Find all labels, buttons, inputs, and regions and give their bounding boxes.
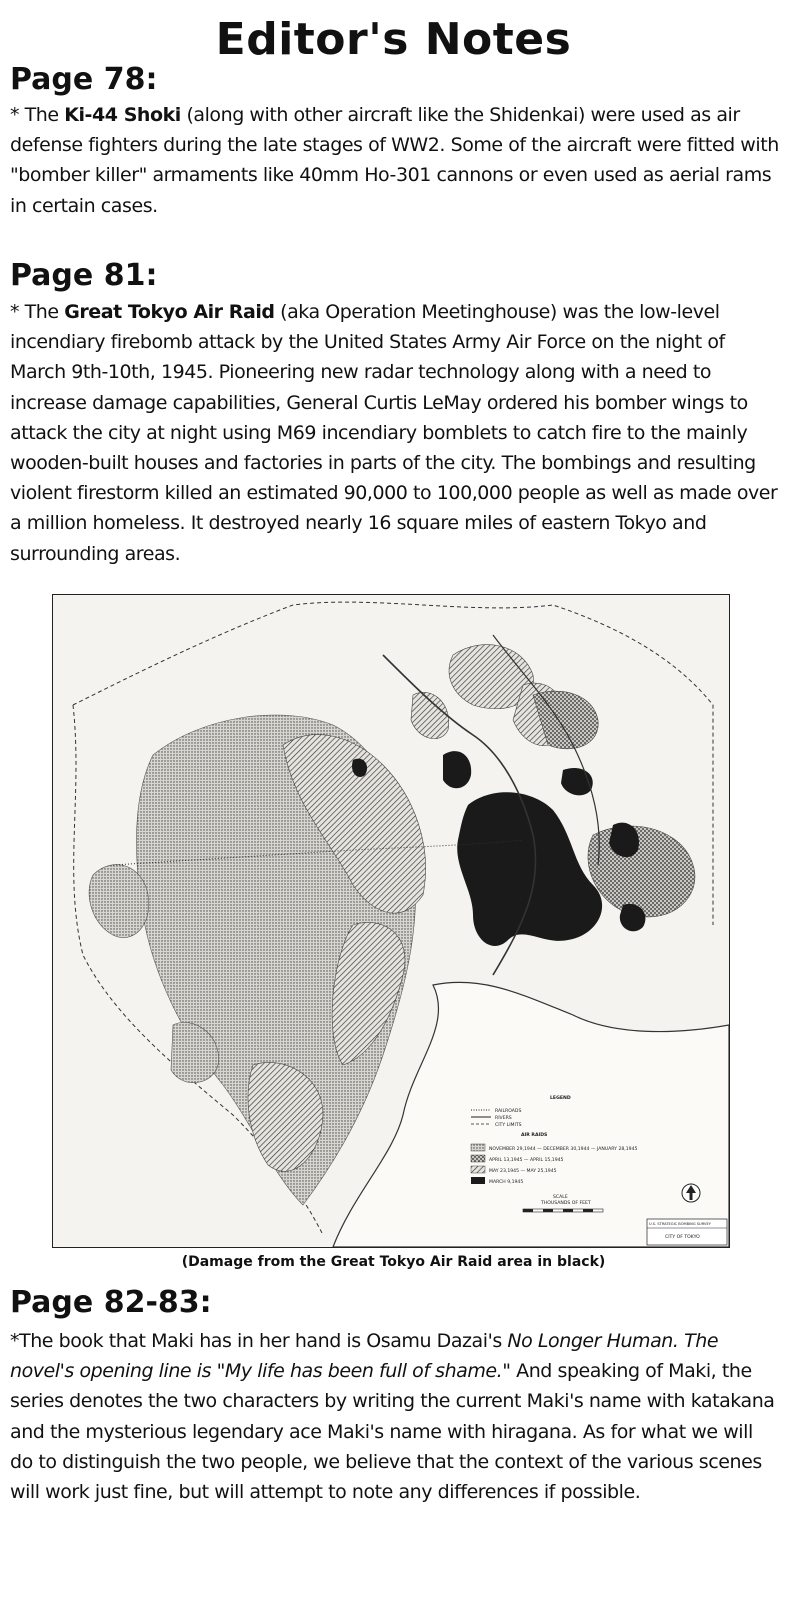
svg-text:MAY 23,1945 — MAY 25,1945: MAY 23,1945 — MAY 25,1945 (489, 1169, 557, 1174)
section-body-page-82-83: *The book that Maki has in her hand is Osamu Dazai's No Longer Human. The novel's opening line is "My life has been full of shame." And speaking of Maki, the series denotes the two characters by writing the current Maki's name with katakana and the mysterious legendary ace Maki's name with hiragana. As for what we will do to distinguish the two people, we believe that the context of the various scenes will work just fine, but will attempt to note any differences if possible. (10, 1330, 775, 1504)
svg-text:RAILROADS: RAILROADS (495, 1109, 522, 1114)
section-body-page-81: * The Great Tokyo Air Raid (aka Operation Meetinghouse) was the low-level incendiary firebomb attack by the United States Army Air Force on the night of March 9th-10th, 1945. Pioneering new radar technology along with a need to increase damage capabilities, General Curtis LeMay ordered his bomber wings to attack the city at night using M69 incendiary bomblets to catch fire to the mainly wooden-built houses and factories in parts of the city. The bombings and resulting violent firestorm killed an estimated 90,000 to 100,000 people as well as made over a million homeless. It destroyed nearly 16 square miles of eastern Tokyo and surrounding areas. (10, 301, 778, 565)
section-body-page-78: * The Ki-44 Shoki (along with other aircraft like the Shidenkai) were used as air defense fighters during the late stages of WW2. Some of the aircraft were fitted with "bomber killer" armaments like 40mm Ho-301 cannons or even used as aerial rams in certain cases. (10, 104, 779, 217)
section-heading-page-78: Page 78: (10, 62, 158, 97)
svg-text:RIVERS: RIVERS (495, 1116, 512, 1121)
north-arrow-icon (682, 1184, 700, 1202)
svg-text:SCALE: SCALE (553, 1195, 568, 1200)
svg-text:U.S. STRATEGIC BOMBING SURVEY: U.S. STRATEGIC BOMBING SURVEY (649, 1222, 711, 1226)
svg-text:AIR RAIDS: AIR RAIDS (521, 1133, 548, 1138)
svg-text:MARCH 9,1945: MARCH 9,1945 (489, 1180, 524, 1185)
tokyo-air-raid-map (52, 594, 730, 1248)
map-caption: (Damage from the Great Tokyo Air Raid area in black) (181, 1254, 606, 1270)
page-title: Editor's Notes (215, 14, 572, 65)
svg-text:APRIL 13,1945 — APRIL 15,1945: APRIL 13,1945 — APRIL 15,1945 (489, 1158, 564, 1163)
svg-text:CITY LIMITS: CITY LIMITS (495, 1123, 522, 1128)
svg-text:THOUSANDS OF FEET: THOUSANDS OF FEET (541, 1201, 591, 1206)
svg-text:LEGEND: LEGEND (550, 1096, 571, 1101)
svg-text:CITY OF TOKYO: CITY OF TOKYO (665, 1235, 700, 1240)
section-heading-page-82-83: Page 82-83: (10, 1285, 212, 1320)
svg-text:NOVEMBER 29,1944 — DECEMBER 30: NOVEMBER 29,1944 — DECEMBER 30,1944 — JANUARY 28,1945 (489, 1147, 638, 1152)
section-heading-page-81: Page 81: (10, 258, 158, 293)
